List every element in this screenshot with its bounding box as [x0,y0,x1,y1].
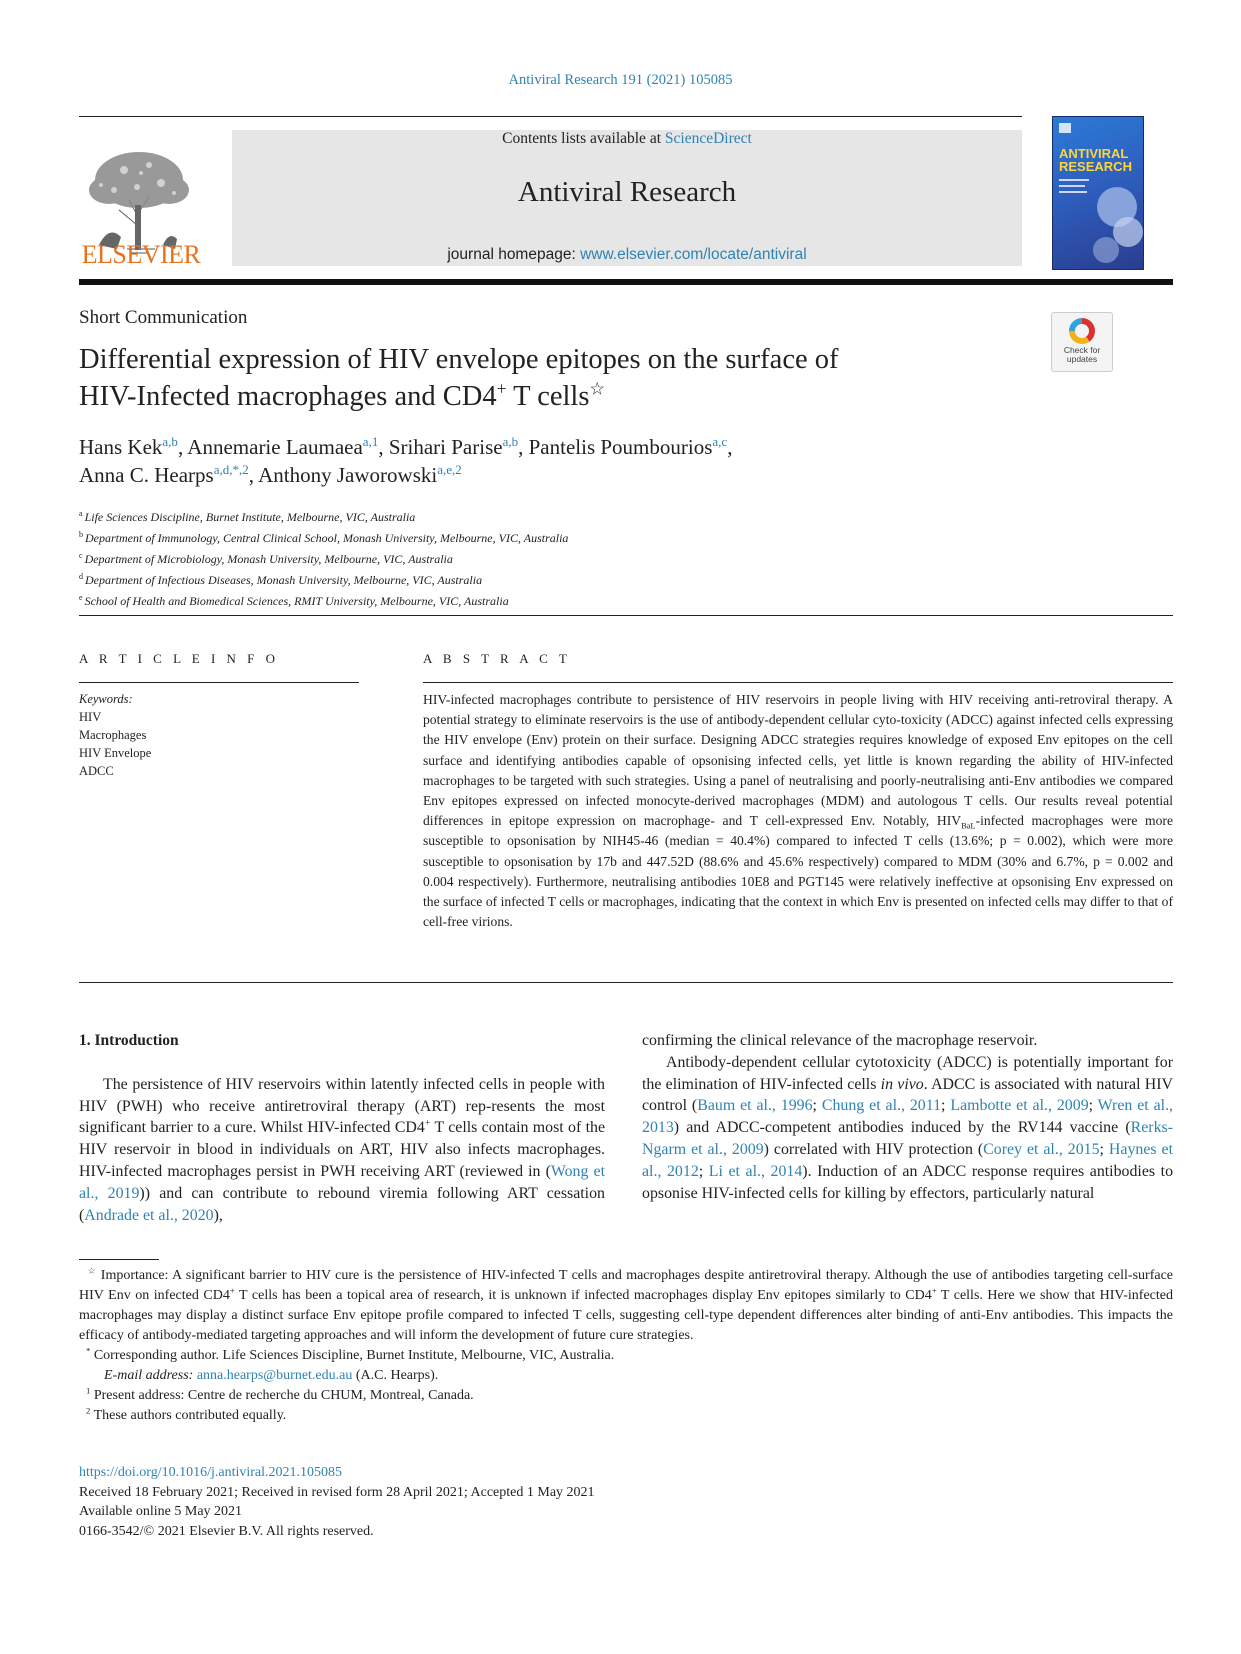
intro-paragraph-2 [642,1052,1173,1205]
homepage-prefix: journal homepage: [447,246,581,263]
author-list: Hans Kek$^{a,b}$, Annemarie Laumaea$^{a,1}$, Srihari Parise$^{a,b}$, Pantelis Poumbourios$^{a,c}$, Anna C. Hearps$^{a,d,*,2}$, Anthony Jaworowski$^{a,e,2}$ [79,434,733,487]
affiliation-label: a [79,509,83,518]
intro-text: Antibody-dependent cellular cytotoxicity (ADCC) is potentially important for the elimination of HIV-infected cells [642,1053,1173,1093]
received-dates: Received 18 February 2021; Received in revised form 28 April 2021; Accepted 1 May 2021 [79,1484,595,1500]
check-for-updates-badge[interactable] [1051,312,1113,372]
citation-link[interactable]: Chung et al., 2011 [821,1097,942,1115]
footnote-text: Corresponding author. Life Sciences Discipline, Burnet Institute, Melbourne, VIC, Australia. [90,1348,615,1363]
footnote-mark: * [86,1345,91,1356]
intro-continuation: confirming the clinical relevance of the macrophage reservoir. [642,1032,1038,1049]
affiliation-item [79,568,979,589]
citation-link[interactable]: Corey et al., 2015 [983,1140,1100,1158]
doi-link[interactable]: https://doi.org/10.1016/j.antiviral.2021.105085 [79,1465,343,1480]
italic-text: in vivo [880,1075,924,1093]
present-address-footnote [79,1386,1173,1406]
cover-title [1059,147,1132,173]
footnote-text: T cells has been a topical area of research, it is unknown if infected macrophages display Env epitopes similarly to CD4 [234,1288,932,1303]
title-line-2 [79,378,979,415]
copyright-line: 0166-3542/© 2021 Elsevier B.V. All rights reserved. [79,1523,374,1539]
section-divider [79,615,1173,616]
contents-availability [232,130,1022,148]
affiliation-label: d [79,572,83,581]
affiliation-text: Department of Immunology, Central Clinical School, Monash University, Melbourne, VIC, Australia [85,531,569,545]
footnote-text: Present address: Centre de recherche du CHUM, Montreal, Canada. [90,1388,474,1403]
abstract-part-2: -infected macrophages were more susceptible to opsonisation by NIH45-46 (median = 40.4%) compared to infected T cells (13.6%; p = 0.002), which were more susceptible to opsonisation by 17b and 447.52D (88.6% and 45.6% respectively) compared to MDM (30% and 6.7%, p = 0.002 and 0.004 respectively). Furthermore, neutralising antibodies 10E8 and PGT145 were relatively ineffective at opsonising Env expressed on the surface of infected T cells or macrophages, indicating that the context in which Env is presented on infected cells may differ to that of cell-free virions. [423,813,1173,930]
author-affiliation-marks[interactable]: a,b [162,434,178,449]
keywords-label: Keywords: [79,692,133,706]
affiliation-item [79,589,979,610]
author-affiliation-marks[interactable]: a,1 [362,434,379,449]
title-superscript: + [496,378,507,399]
article-info-heading: A R T I C L E I N F O [79,651,280,666]
importance-footnote [79,1266,1173,1346]
introduction-heading: 1. Introduction [79,1032,179,1049]
article-info-divider [79,682,359,683]
keyword-item: HIV [79,710,102,724]
footnote-text: Importance: A significant barrier to HIV cure is the persistence of HIV-infected T cells and macrophages despite antiretroviral therapy. Although the use of antibodies targeting cell-surface HIV Env on infected CD4 [79,1268,1174,1303]
author-name[interactable]: Hans Kek [79,435,163,459]
body-column-right [642,1030,1173,1204]
affiliation-label: c [79,551,83,560]
author-affiliation-marks[interactable]: a,d,*,2 [213,462,249,477]
citation-link[interactable]: Wren et al., 2013 [642,1097,1174,1137]
article-title [79,341,979,415]
separator: ; [1088,1097,1098,1115]
homepage-link[interactable]: www.elsevier.com/locate/antiviral [580,246,807,263]
separator: ; [1099,1140,1109,1158]
keyword-item: HIV Envelope [79,746,152,760]
superscript: + [931,1285,937,1296]
footnote-divider [79,1259,159,1260]
author-name[interactable]: Anna C. Hearps [79,463,214,487]
affiliation-text: Life Sciences Discipline, Burnet Institute, Melbourne, VIC, Australia [84,510,416,524]
top-divider [79,116,1022,117]
superscript: + [424,1118,431,1130]
keyword-item: ADCC [79,764,114,778]
intro-text: ). Induction of an ADCC response requires antibodies to opsonise HIV-infected cells for killing by effectors, particularly natural [642,1162,1174,1202]
author-affiliation-marks[interactable]: a,e,2 [437,462,462,477]
cover-publisher-icon [1059,123,1071,133]
abstract-subscript: BaL [961,820,976,831]
email-label: E-mail address: [104,1368,197,1383]
keyword-item: Macrophages [79,728,147,742]
affiliation-label: e [79,593,83,602]
footnote-mark: 1 [86,1385,91,1396]
cover-text-line [1059,191,1087,193]
title-star-footnote-link[interactable]: ☆ [589,378,606,399]
citation-link[interactable]: Haynes et al., 2012 [642,1140,1174,1180]
corresponding-author-footnote [79,1346,1173,1366]
footnote-mark: 2 [86,1405,91,1416]
affiliation-text: Department of Infectious Diseases, Monash University, Melbourne, VIC, Australia [85,573,483,587]
contents-prefix: Contents lists available at [502,130,665,147]
superscript: + [229,1285,235,1296]
citation-link[interactable]: Li et al., 2014 [708,1162,803,1180]
crossmark-icon [1069,318,1095,344]
footnote-text: (A.C. Hearps). [352,1368,439,1383]
elsevier-wordmark: ELSEVIER [81,240,201,269]
author-affiliation-marks[interactable]: a,b [502,434,519,449]
crossmark-label: Check for updates [1063,345,1101,364]
intro-text: )) and can contribute to rebound viremia following ART cessation ( [79,1184,605,1224]
author-name[interactable]: Pantelis Poumbourios [528,435,713,459]
sciencedirect-link[interactable]: ScienceDirect [664,130,752,147]
author-affiliation-marks[interactable]: a,c [712,434,728,449]
email-link[interactable]: anna.hearps@burnet.edu.au [196,1368,353,1383]
footnote-text: T cells. Here we show that HIV-infected macrophages may display a distinct surface Env epitope profile compared to infected T cells, suggesting cell-type dependent differences alter binding of anti-Env antibodies. This impacts the efficacy of antibody-mediated targeting approaches and will inform the development of future cure strategies. [79,1288,1174,1343]
cover-title-line2: RESEARCH [1059,159,1132,174]
author-name[interactable]: Annemarie Laumaea [187,435,363,459]
citation-link[interactable]: Wong et al., 2019 [79,1162,605,1202]
journal-cover-thumbnail[interactable] [1052,116,1144,270]
author-name[interactable]: Srihari Parise [388,435,503,459]
cover-virus-graphic [1113,217,1143,247]
header-thick-divider [79,279,1173,285]
intro-text: ) and ADCC-competent antibodies induced by the RV144 vaccine ( [673,1119,1131,1137]
body-column-left [79,1030,605,1226]
section-divider [79,982,1173,983]
citation-link[interactable]: Lambotte et al., 2009 [950,1097,1089,1115]
intro-paragraph-1 [79,1074,605,1227]
title-line-2-text: HIV-Infected macrophages and CD4 [79,381,497,412]
intro-text: . ADCC is associated with natural HIV control ( [642,1075,1173,1115]
affiliation-list [79,505,979,610]
cover-text-line [1059,185,1085,187]
intro-text: The persistence of HIV reservoirs within latently infected cells in people with HIV (PWH) who receive antiretroviral therapy (ART) rep-resents the most significant barrier to a cure. Whilst HIV-infected CD4 [79,1075,605,1137]
affiliation-label: b [79,530,83,539]
affiliation-text: Department of Microbiology, Monash University, Melbourne, VIC, Australia [84,552,453,566]
abstract-part-1: HIV-infected macrophages contribute to persistence of HIV reservoirs in people living with HIV receiving anti-retroviral therapy. A potential strategy to eliminate reservoirs is the use of antibody-dependent cellular cyto-toxicity (ADCC) against infected cells expressing the HIV envelope (Env) protein on their surface. Designing ADCC strategies requires knowledge of exposed Env epitopes on the cell surface and identifying antibodies capable of opsonising infected cells, yet little is known regarding the ability of HIV-infected macrophages to be targeted with such strategies. Using a panel of neutralising and poorly-neutralising anti-Env antibodies we compared Env epitopes expressed on infected monocyte-derived macrophages (MDM) and autologous T cells. Our results reveal potential differences in epitope expression on macrophage- and T cell-expressed Env. Notably, HIV [423,692,1173,829]
footnote-text: These authors contributed equally. [90,1408,287,1423]
cover-text-line [1059,179,1089,181]
publication-info [79,1463,595,1541]
email-footnote [79,1366,1173,1386]
abstract-heading: A B S T R A C T [423,651,571,666]
journal-citation-link[interactable]: Antiviral Research 191 (2021) 105085 [508,72,733,88]
title-line-1: Differential expression of HIV envelope epitopes on the surface of [79,344,839,375]
article-type: Short Communication [79,307,248,328]
citation-link[interactable]: Andrade et al., 2020 [84,1206,214,1224]
journal-homepage [232,246,1022,264]
citation-link[interactable]: Baum et al., 1996 [697,1097,813,1115]
intro-text: ) correlated with HIV protection ( [763,1140,984,1158]
affiliation-item [79,505,979,526]
abstract-text [423,690,1173,932]
intro-text: T cells contain most of the HIV reservoir in blood in individuals on ART, HIV also infects macrophages. HIV-infected macrophages persist in PWH receiving ART (reviewed in ( [79,1119,605,1180]
affiliation-item [79,547,979,568]
intro-text: ), [213,1206,223,1224]
abstract-divider [423,682,1173,683]
separator: ; [698,1162,709,1180]
citation-link[interactable]: Rerks-Ngarm et al., 2009 [642,1119,1173,1158]
title-line-2-end: T cells [506,381,590,412]
journal-name: Antiviral Research [517,176,737,208]
separator: ; [941,1097,951,1115]
cover-title-line1: ANTIVIRAL [1059,146,1129,161]
separator: ; [812,1097,822,1115]
author-name[interactable]: Anthony Jaworowski [258,463,438,487]
online-date: Available online 5 May 2021 [79,1504,243,1519]
cover-virus-graphic [1093,237,1119,263]
keywords-list [79,690,151,780]
affiliation-item [79,526,979,547]
equal-contribution-footnote [79,1406,1173,1426]
footnotes [79,1266,1173,1426]
footnote-mark: ☆ [87,1265,97,1276]
affiliation-text: School of Health and Biomedical Sciences, RMIT University, Melbourne, VIC, Australia [84,594,509,608]
